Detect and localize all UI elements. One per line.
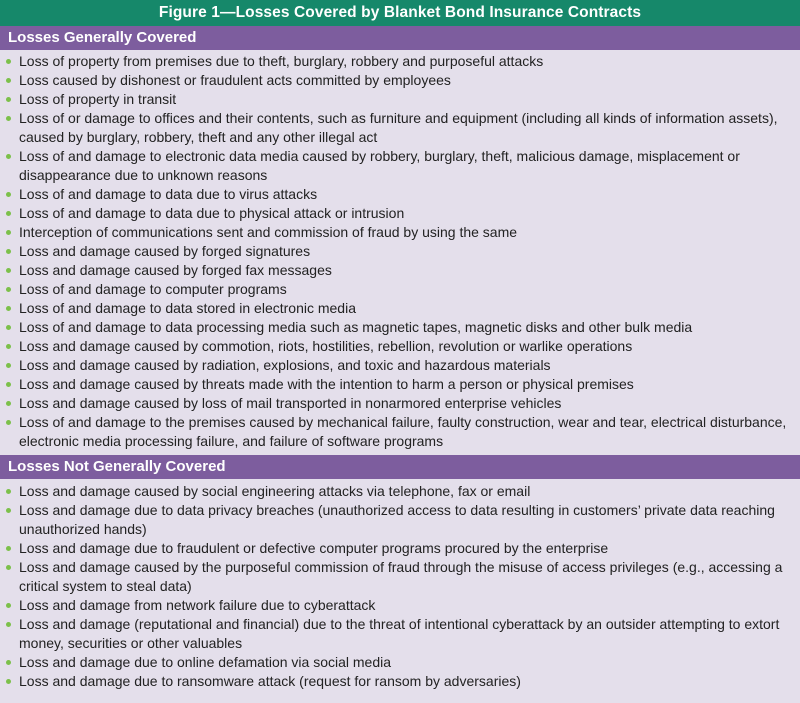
list-item-text: Loss and damage caused by the purposeful commission of fraud through the misuse of access privileges (e.g., accessing a critical system to steal data) bbox=[19, 559, 783, 594]
list-item-text: Loss of property in transit bbox=[19, 91, 177, 107]
list-item bbox=[6, 204, 794, 223]
list-item bbox=[6, 337, 794, 356]
bullet-icon bbox=[6, 679, 11, 684]
bullet-icon bbox=[6, 420, 11, 425]
list-item-text: Loss caused by dishonest or fraudulent acts committed by employees bbox=[19, 72, 451, 88]
list-item-text: Loss of and damage to data stored in electronic media bbox=[19, 300, 356, 316]
bullet-icon bbox=[6, 489, 11, 494]
list-item bbox=[6, 223, 794, 242]
bullet-icon bbox=[6, 230, 11, 235]
list-item-text: Loss and damage caused by forged fax messages bbox=[19, 262, 332, 278]
section-header-covered: Losses Generally Covered bbox=[0, 26, 800, 50]
bullet-icon bbox=[6, 660, 11, 665]
list-item-text: Loss of and damage to computer programs bbox=[19, 281, 287, 297]
list-item bbox=[6, 558, 794, 596]
list-item bbox=[6, 90, 794, 109]
bullet-icon bbox=[6, 508, 11, 513]
list-item bbox=[6, 71, 794, 90]
list-item bbox=[6, 356, 794, 375]
list-item bbox=[6, 596, 794, 615]
bullet-icon bbox=[6, 603, 11, 608]
bullet-icon bbox=[6, 565, 11, 570]
list-item-text: Loss and damage caused by commotion, riots, hostilities, rebellion, revolution or warlike operations bbox=[19, 338, 633, 354]
list-item-text: Loss and damage (reputational and financial) due to the threat of intentional cyberattack by an outsider attempting to extort money, securities or other valuables bbox=[19, 616, 780, 651]
list-item bbox=[6, 672, 794, 691]
list-item-text: Loss of and damage to data processing media such as magnetic tapes, magnetic disks and other bulk media bbox=[19, 319, 693, 335]
list-item bbox=[6, 539, 794, 558]
bullet-icon bbox=[6, 622, 11, 627]
figure-title: Figure 1—Losses Covered by Blanket Bond Insurance Contracts bbox=[0, 0, 800, 26]
bullet-icon bbox=[6, 211, 11, 216]
list-item bbox=[6, 375, 794, 394]
bullet-icon bbox=[6, 306, 11, 311]
bullet-icon bbox=[6, 268, 11, 273]
list-item bbox=[6, 615, 794, 653]
bullet-icon bbox=[6, 344, 11, 349]
list-item bbox=[6, 147, 794, 185]
bullet-icon bbox=[6, 249, 11, 254]
list-item-text: Loss and damage caused by forged signatures bbox=[19, 243, 311, 259]
bullet-icon bbox=[6, 97, 11, 102]
list-item-text: Loss of or damage to offices and their contents, such as furniture and equipment (including all kinds of information assets), caused by burglary, robbery, theft and any other illegal act bbox=[19, 110, 778, 145]
list-item bbox=[6, 242, 794, 261]
list-item-text: Loss and damage caused by radiation, explosions, and toxic and hazardous materials bbox=[19, 357, 551, 373]
list-item bbox=[6, 413, 794, 451]
not-covered-list bbox=[0, 479, 800, 695]
bullet-icon bbox=[6, 287, 11, 292]
list-item-text: Interception of communications sent and commission of fraud by using the same bbox=[19, 224, 518, 240]
list-item bbox=[6, 52, 794, 71]
bullet-icon bbox=[6, 116, 11, 121]
section-header-not-covered: Losses Not Generally Covered bbox=[0, 455, 800, 479]
bullet-icon bbox=[6, 382, 11, 387]
list-item bbox=[6, 394, 794, 413]
list-item-text: Loss of and damage to data due to physical attack or intrusion bbox=[19, 205, 405, 221]
covered-list bbox=[0, 50, 800, 455]
bullet-icon bbox=[6, 78, 11, 83]
list-item bbox=[6, 109, 794, 147]
list-item-text: Loss and damage due to ransomware attack (request for ransom by adversaries) bbox=[19, 673, 521, 689]
list-item bbox=[6, 653, 794, 672]
bullet-icon bbox=[6, 154, 11, 159]
list-item-text: Loss and damage from network failure due to cyberattack bbox=[19, 597, 376, 613]
bullet-icon bbox=[6, 192, 11, 197]
list-item bbox=[6, 501, 794, 539]
bullet-icon bbox=[6, 401, 11, 406]
list-item-text: Loss of and damage to the premises caused by mechanical failure, faulty construction, wear and tear, electrical disturbance, electronic media processing failure, and failure of software programs bbox=[19, 414, 787, 449]
list-item bbox=[6, 261, 794, 280]
list-item bbox=[6, 185, 794, 204]
list-item-text: Loss and damage caused by social engineering attacks via telephone, fax or email bbox=[19, 483, 531, 499]
bullet-icon bbox=[6, 363, 11, 368]
list-item bbox=[6, 482, 794, 501]
list-item-text: Loss and damage due to fraudulent or defective computer programs procured by the enterprise bbox=[19, 540, 609, 556]
list-item-text: Loss and damage due to data privacy breaches (unauthorized access to data resulting in customers’ private data reaching unauthorized hands) bbox=[19, 502, 775, 537]
list-item-text: Loss and damage caused by loss of mail transported in nonarmored enterprise vehicles bbox=[19, 395, 562, 411]
bullet-icon bbox=[6, 59, 11, 64]
list-item-text: Loss of property from premises due to theft, burglary, robbery and purposeful attacks bbox=[19, 53, 544, 69]
list-item-text: Loss and damage due to online defamation via social media bbox=[19, 654, 392, 670]
list-item bbox=[6, 299, 794, 318]
list-item-text: Loss of and damage to electronic data media caused by robbery, burglary, theft, malicious damage, misplacement or disappearance due to unknown reasons bbox=[19, 148, 740, 183]
list-item-text: Loss and damage caused by threats made with the intention to harm a person or physical premises bbox=[19, 376, 634, 392]
list-item bbox=[6, 280, 794, 299]
bullet-icon bbox=[6, 546, 11, 551]
bullet-icon bbox=[6, 325, 11, 330]
list-item bbox=[6, 318, 794, 337]
list-item-text: Loss of and damage to data due to virus attacks bbox=[19, 186, 318, 202]
